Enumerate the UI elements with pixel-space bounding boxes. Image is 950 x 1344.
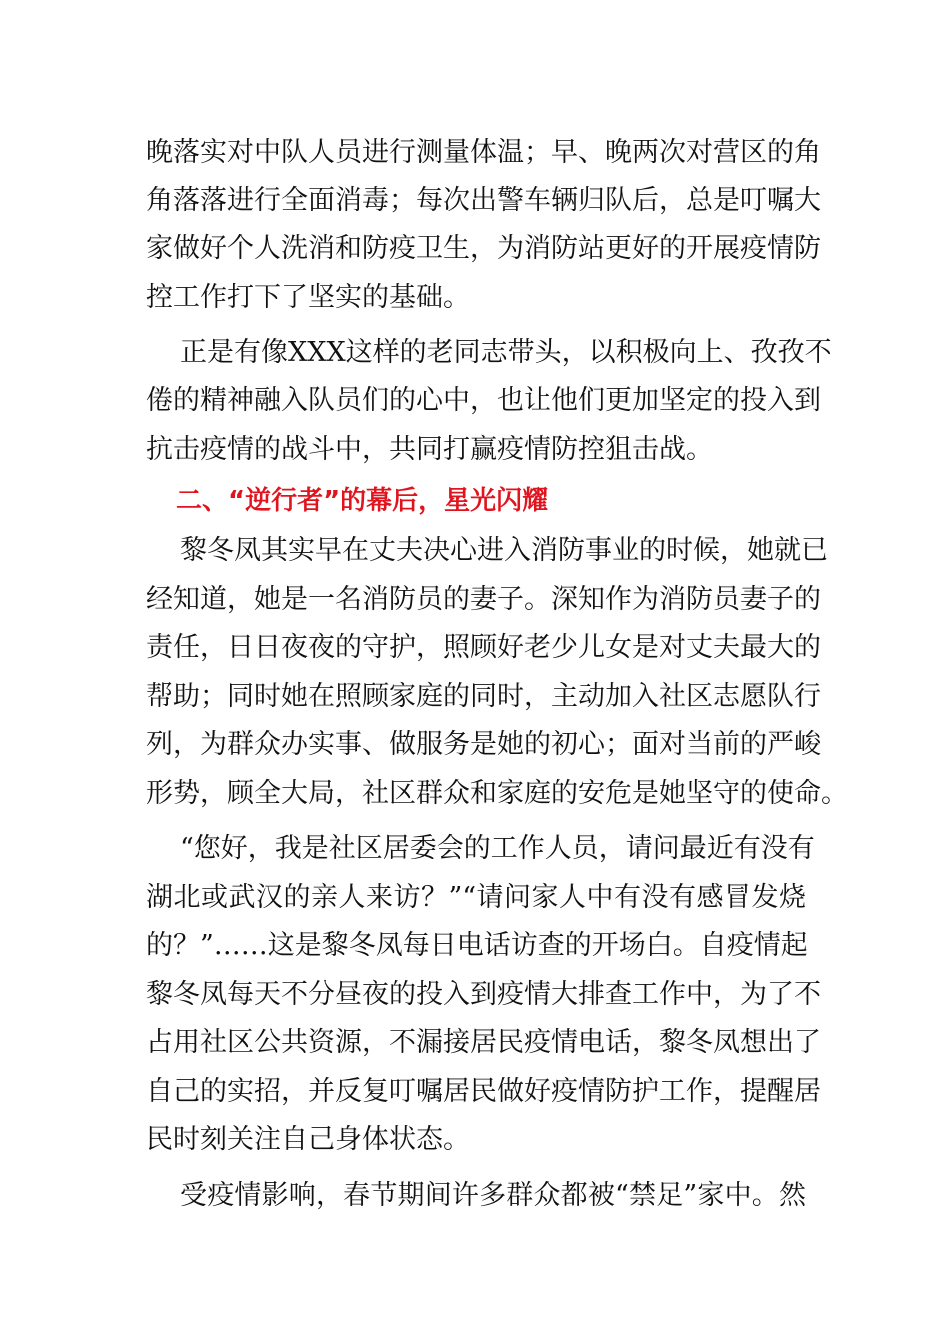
paragraph-3-line-5: 列，为群众办实事、做服务是她的初心；面对当前的严峻 (146, 729, 821, 760)
paragraph-4-line-2: 湖北或武汉的亲人来访？”“请问家人中有没有感冒发烧 (146, 882, 806, 913)
paragraph-3-line-2: 经知道，她是一名消防员的妻子。深知作为消防员妻子的 (146, 584, 821, 615)
paragraph-1-line-4: 控工作打下了坚实的基础。 (146, 282, 470, 313)
paragraph-2-line-2: 倦的精神融入队员们的心中，也让他们更加坚定的投入到 (146, 385, 821, 416)
paragraph-1-line-1: 晚落实对中队人员进行测量体温；早、晚两次对营区的角 (146, 137, 821, 168)
paragraph-4-line-1: “您好，我是社区居委会的工作人员，请问最近有没有 (180, 833, 815, 864)
paragraph-1-line-2: 角落落进行全面消毒；每次出警车辆归队后，总是叮嘱大 (146, 185, 821, 216)
paragraph-3-line-6: 形势，顾全大局，社区群众和家庭的安危是她坚守的使命。 (146, 778, 848, 809)
paragraph-4-line-6: 自己的实招，并反复叮嘱居民做好疫情防护工作，提醒居 (146, 1076, 821, 1107)
paragraph-4-line-7: 民时刻关注自己身体状态。 (146, 1124, 470, 1155)
paragraph-3-line-1: 黎冬凤其实早在丈夫决心进入消防事业的时候，她就已 (180, 535, 828, 566)
section-heading: 二、“逆行者”的幕后，星光闪耀 (176, 486, 549, 516)
paragraph-4-line-4: 黎冬凤每天不分昼夜的投入到疫情大排查工作中，为了不 (146, 979, 821, 1010)
paragraph-4-line-3: 的？”……这是黎冬凤每日电话访查的开场白。自疫情起 (146, 930, 808, 961)
paragraph-3-line-3: 责任，日日夜夜的守护，照顾好老少儿女是对丈夫最大的 (146, 632, 821, 663)
paragraph-2-line-3: 抗击疫情的战斗中，共同打赢疫情防控狙击战。 (146, 434, 713, 465)
paragraph-5-line-1: 受疫情影响，春节期间许多群众都被“禁足”家中。然 (180, 1180, 806, 1211)
paragraph-1-line-3: 家做好个人洗消和防疫卫生，为消防站更好的开展疫情防 (146, 233, 821, 264)
paragraph-4-line-5: 占用社区公共资源，不漏接居民疫情电话，黎冬凤想出了 (146, 1027, 821, 1058)
paragraph-3-line-4: 帮助；同时她在照顾家庭的同时，主动加入社区志愿队行 (146, 681, 821, 712)
paragraph-2-line-1: 正是有像XXX这样的老同志带头，以积极向上、孜孜不 (180, 337, 832, 368)
